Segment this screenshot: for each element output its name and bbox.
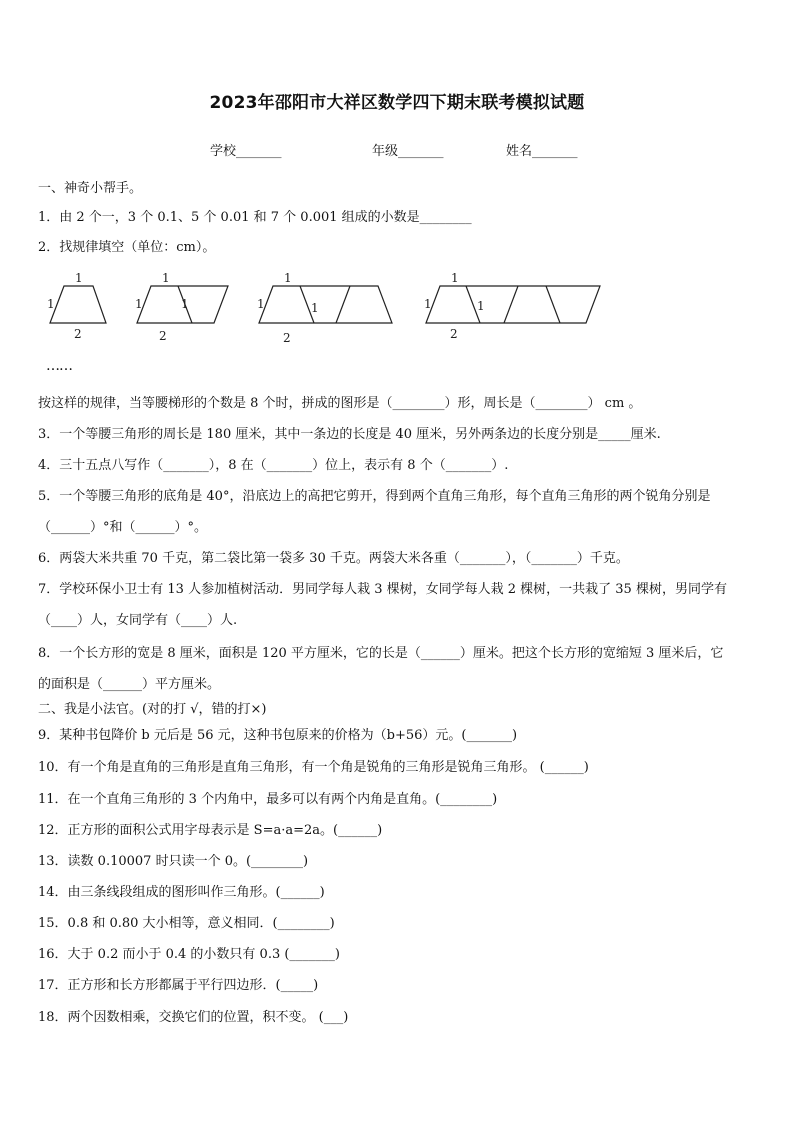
question-17: 17．正方形和长方形都属于平行四边形．(_____) <box>38 978 319 993</box>
section2-header: 二、我是小法官。(对的打 √，错的打×) <box>38 702 267 717</box>
trapezoid-3 <box>259 286 392 323</box>
figure-label-side-1: 1 <box>47 297 55 311</box>
section1-header: 一、神奇小帮手。 <box>38 181 143 196</box>
question-11: 11．在一个直角三角形的 3 个内角中，最多可以有两个内角是直角。(________) <box>38 792 498 807</box>
question-8-line1: 8．一个长方形的宽是 8 厘米，面积是 120 平方厘米，它的长是（______）厘米。把这个长方形的宽缩短 3 厘米后，它 <box>38 646 724 661</box>
figure-label-bottom-1: 2 <box>74 327 82 341</box>
figure-label-bottom-4: 2 <box>450 327 458 341</box>
question-4: 4．三十五点八写作（_______），8 在（_______）位上，表示有 8 个（_______）. <box>38 458 509 473</box>
question-3: 3．一个等腰三角形的周长是 180 厘米，其中一条边的长度是 40 厘米，另外两条边的长度分别是_____厘米. <box>38 427 661 442</box>
question-9: 9．某种书包降价 b 元后是 56 元，这种书包原来的价格为（b+56）元。(_______) <box>38 728 518 743</box>
trapezoid-4 <box>426 286 600 323</box>
figure-label-top-4: 1 <box>451 271 459 285</box>
page-title: 2023年邵阳市大祥区数学四下期末联考模拟试题 <box>209 93 585 113</box>
figure-label-bottom-3: 2 <box>283 331 291 345</box>
ellipsis: …… <box>46 358 72 374</box>
figure-label-mid-2: 1 <box>181 297 189 311</box>
grade-field[interactable]: 年级_______ <box>372 144 444 159</box>
question-8-line2: 的面积是（______）平方厘米。 <box>38 677 221 692</box>
question-16: 16．大于 0.2 而小于 0.4 的小数只有 0.3 (_______) <box>38 947 341 962</box>
figure-label-top-3: 1 <box>284 271 292 285</box>
school-field[interactable]: 学校_______ <box>210 144 282 159</box>
trapezoid-1 <box>50 286 106 323</box>
student-info-row <box>0 140 794 160</box>
question-5-line1: 5．一个等腰三角形的底角是 40°，沿底边上的高把它剪开，得到两个直角三角形，每个直角三角形的两个锐角分别是 <box>38 489 711 504</box>
trapezoid-pattern-figure <box>38 268 618 350</box>
question-2: 2．找规律填空（单位：cm）。 <box>38 240 216 255</box>
question-7-line1: 7．学校环保小卫士有 13 人参加植树活动．男同学每人栽 3 棵树，女同学每人栽 2 棵树，一共栽了 35 棵树，男同学有 <box>38 582 727 597</box>
question-1: 1．由 2 个一，3 个 0.1、5 个 0.01 和 7 个 0.001 组成的小数是________ <box>38 210 472 225</box>
question-12: 12．正方形的面积公式用字母表示是 S=a·a=2a。(______) <box>38 823 383 838</box>
figure-label-side-2: 1 <box>135 297 143 311</box>
figure-label-side-4: 1 <box>424 297 432 311</box>
question-13: 13．读数 0.10007 时只读一个 0。(________) <box>38 854 309 869</box>
name-field[interactable]: 姓名_______ <box>506 144 578 159</box>
question-7-line2: （____）人，女同学有（____）人. <box>38 613 238 628</box>
figure-label-top-1: 1 <box>75 271 83 285</box>
figure-label-mid-3: 1 <box>311 301 319 315</box>
question-10: 10．有一个角是直角的三角形是直角三角形，有一个角是锐角的三角形是锐角三角形。 (______) <box>38 760 589 775</box>
figure-label-top-2: 1 <box>162 271 170 285</box>
figure-label-side-3: 1 <box>257 297 265 311</box>
question-15: 15．0.8 和 0.80 大小相等，意义相同．(________) <box>38 916 335 931</box>
question-2-text: 按这样的规律，当等腰梯形的个数是 8 个时，拼成的图形是（________）形，周长是（________） cm 。 <box>38 396 642 411</box>
figure-label-bottom-2: 2 <box>159 329 167 343</box>
question-5-line2: （______）°和（______）°。 <box>38 520 208 535</box>
question-14: 14．由三条线段组成的图形叫作三角形。(______) <box>38 885 325 900</box>
question-6: 6．两袋大米共重 70 千克，第二袋比第一袋多 30 千克。两袋大米各重（_______），（_______）千克。 <box>38 551 629 566</box>
figure-label-mid-4: 1 <box>477 299 485 313</box>
question-18: 18．两个因数相乘，交换它们的位置，积不变。 (___) <box>38 1010 349 1025</box>
